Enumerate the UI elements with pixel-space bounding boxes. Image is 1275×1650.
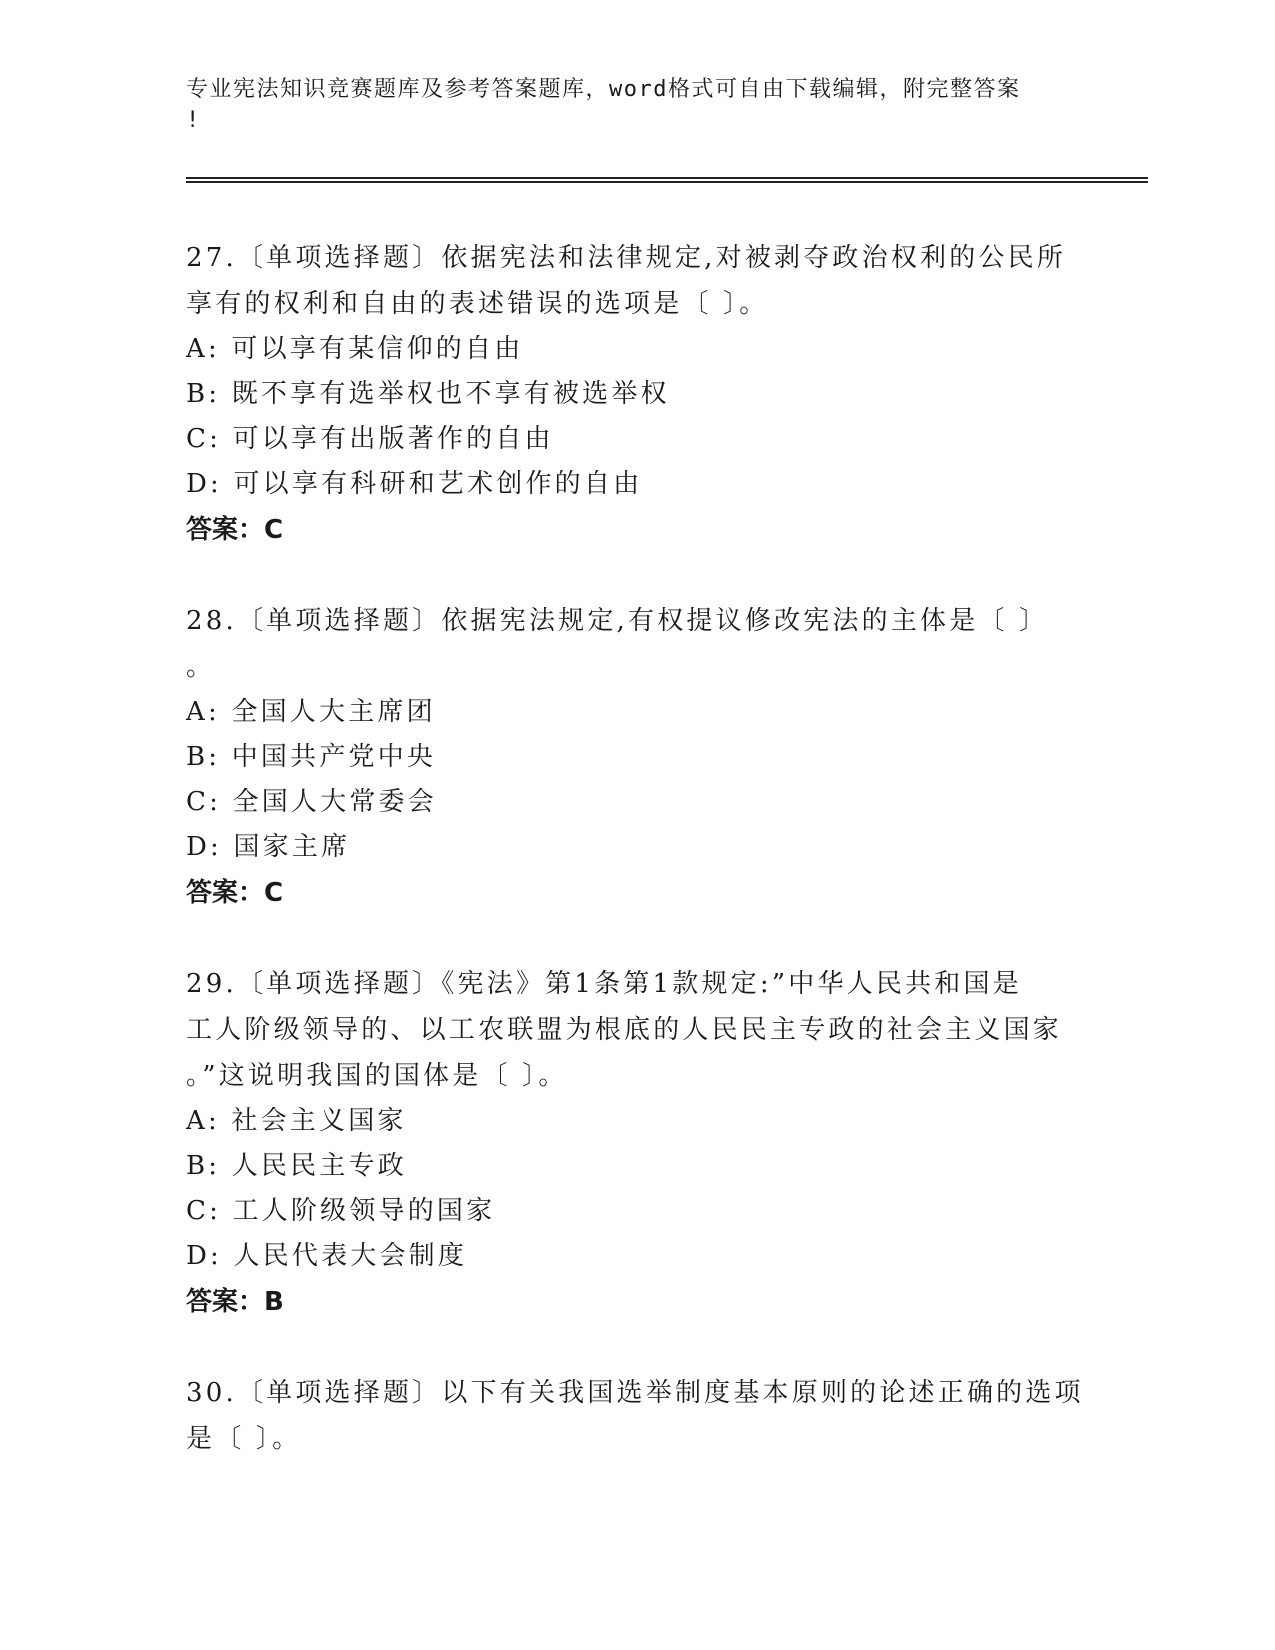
option-d: D: 可以享有科研和艺术创作的自由 — [186, 469, 643, 499]
stem-line: 享有的权利和自由的表述错误的选项是〔 〕。 — [186, 289, 769, 319]
question-stem — [186, 1370, 1146, 1462]
header-line-2: ! — [186, 108, 201, 133]
option-b: B: 人民民主专政 — [186, 1151, 407, 1181]
spacer — [186, 1325, 1146, 1370]
stem-line: 。”这说明我国的国体是〔 〕。 — [186, 1061, 568, 1091]
stem-line: 。 — [186, 652, 216, 682]
option-c: C: 工人阶级领导的国家 — [186, 1196, 496, 1226]
question-stem — [186, 961, 1146, 1099]
option-a: A: 可以享有某信仰的自由 — [186, 334, 524, 364]
answer: 答案：B — [186, 1287, 284, 1317]
answer: 答案：C — [186, 878, 284, 908]
spacer — [186, 553, 1146, 598]
stem-line: 27.〔单项选择题〕依据宪法和法律规定,对被剥夺政治权利的公民所 — [186, 243, 1067, 273]
option-a: A: 全国人大主席团 — [186, 697, 436, 727]
stem-line: 是〔 〕。 — [186, 1424, 302, 1454]
spacer — [186, 916, 1146, 961]
question-29 — [186, 961, 1146, 1325]
header-line-1: 专业宪法知识竞赛题库及参考答案题库，word格式可自由下载编辑，附完整答案 — [186, 77, 1021, 102]
question-stem — [186, 235, 1146, 327]
option-d: D: 人民代表大会制度 — [186, 1241, 468, 1271]
option-b: B: 既不享有选举权也不享有被选举权 — [186, 379, 670, 409]
option-a: A: 社会主义国家 — [186, 1106, 407, 1136]
stem-line: 29.〔单项选择题〕《宪法》第1条第1款规定:”中华人民共和国是 — [186, 969, 1022, 999]
option-b: B: 中国共产党中央 — [186, 742, 437, 772]
header-divider-bottom — [186, 181, 1148, 183]
option-d: D: 国家主席 — [186, 832, 351, 862]
option-c: C: 可以享有出版著作的自由 — [186, 424, 554, 454]
header-divider-top — [186, 177, 1148, 179]
option-c: C: 全国人大常委会 — [186, 787, 437, 817]
stem-line: 30.〔单项选择题〕以下有关我国选举制度基本原则的论述正确的选项 — [186, 1378, 1084, 1408]
answer: 答案：C — [186, 515, 284, 545]
document-header — [186, 74, 1086, 136]
question-30 — [186, 1370, 1146, 1462]
question-list — [186, 235, 1146, 1462]
question-28 — [186, 598, 1146, 916]
question-stem — [186, 598, 1146, 690]
question-27 — [186, 235, 1146, 553]
stem-line: 28.〔单项选择题〕依据宪法规定,有权提议修改宪法的主体是〔 〕 — [186, 606, 1049, 636]
stem-line: 工人阶级领导的、以工农联盟为根底的人民民主专政的社会主义国家 — [186, 1015, 1063, 1045]
